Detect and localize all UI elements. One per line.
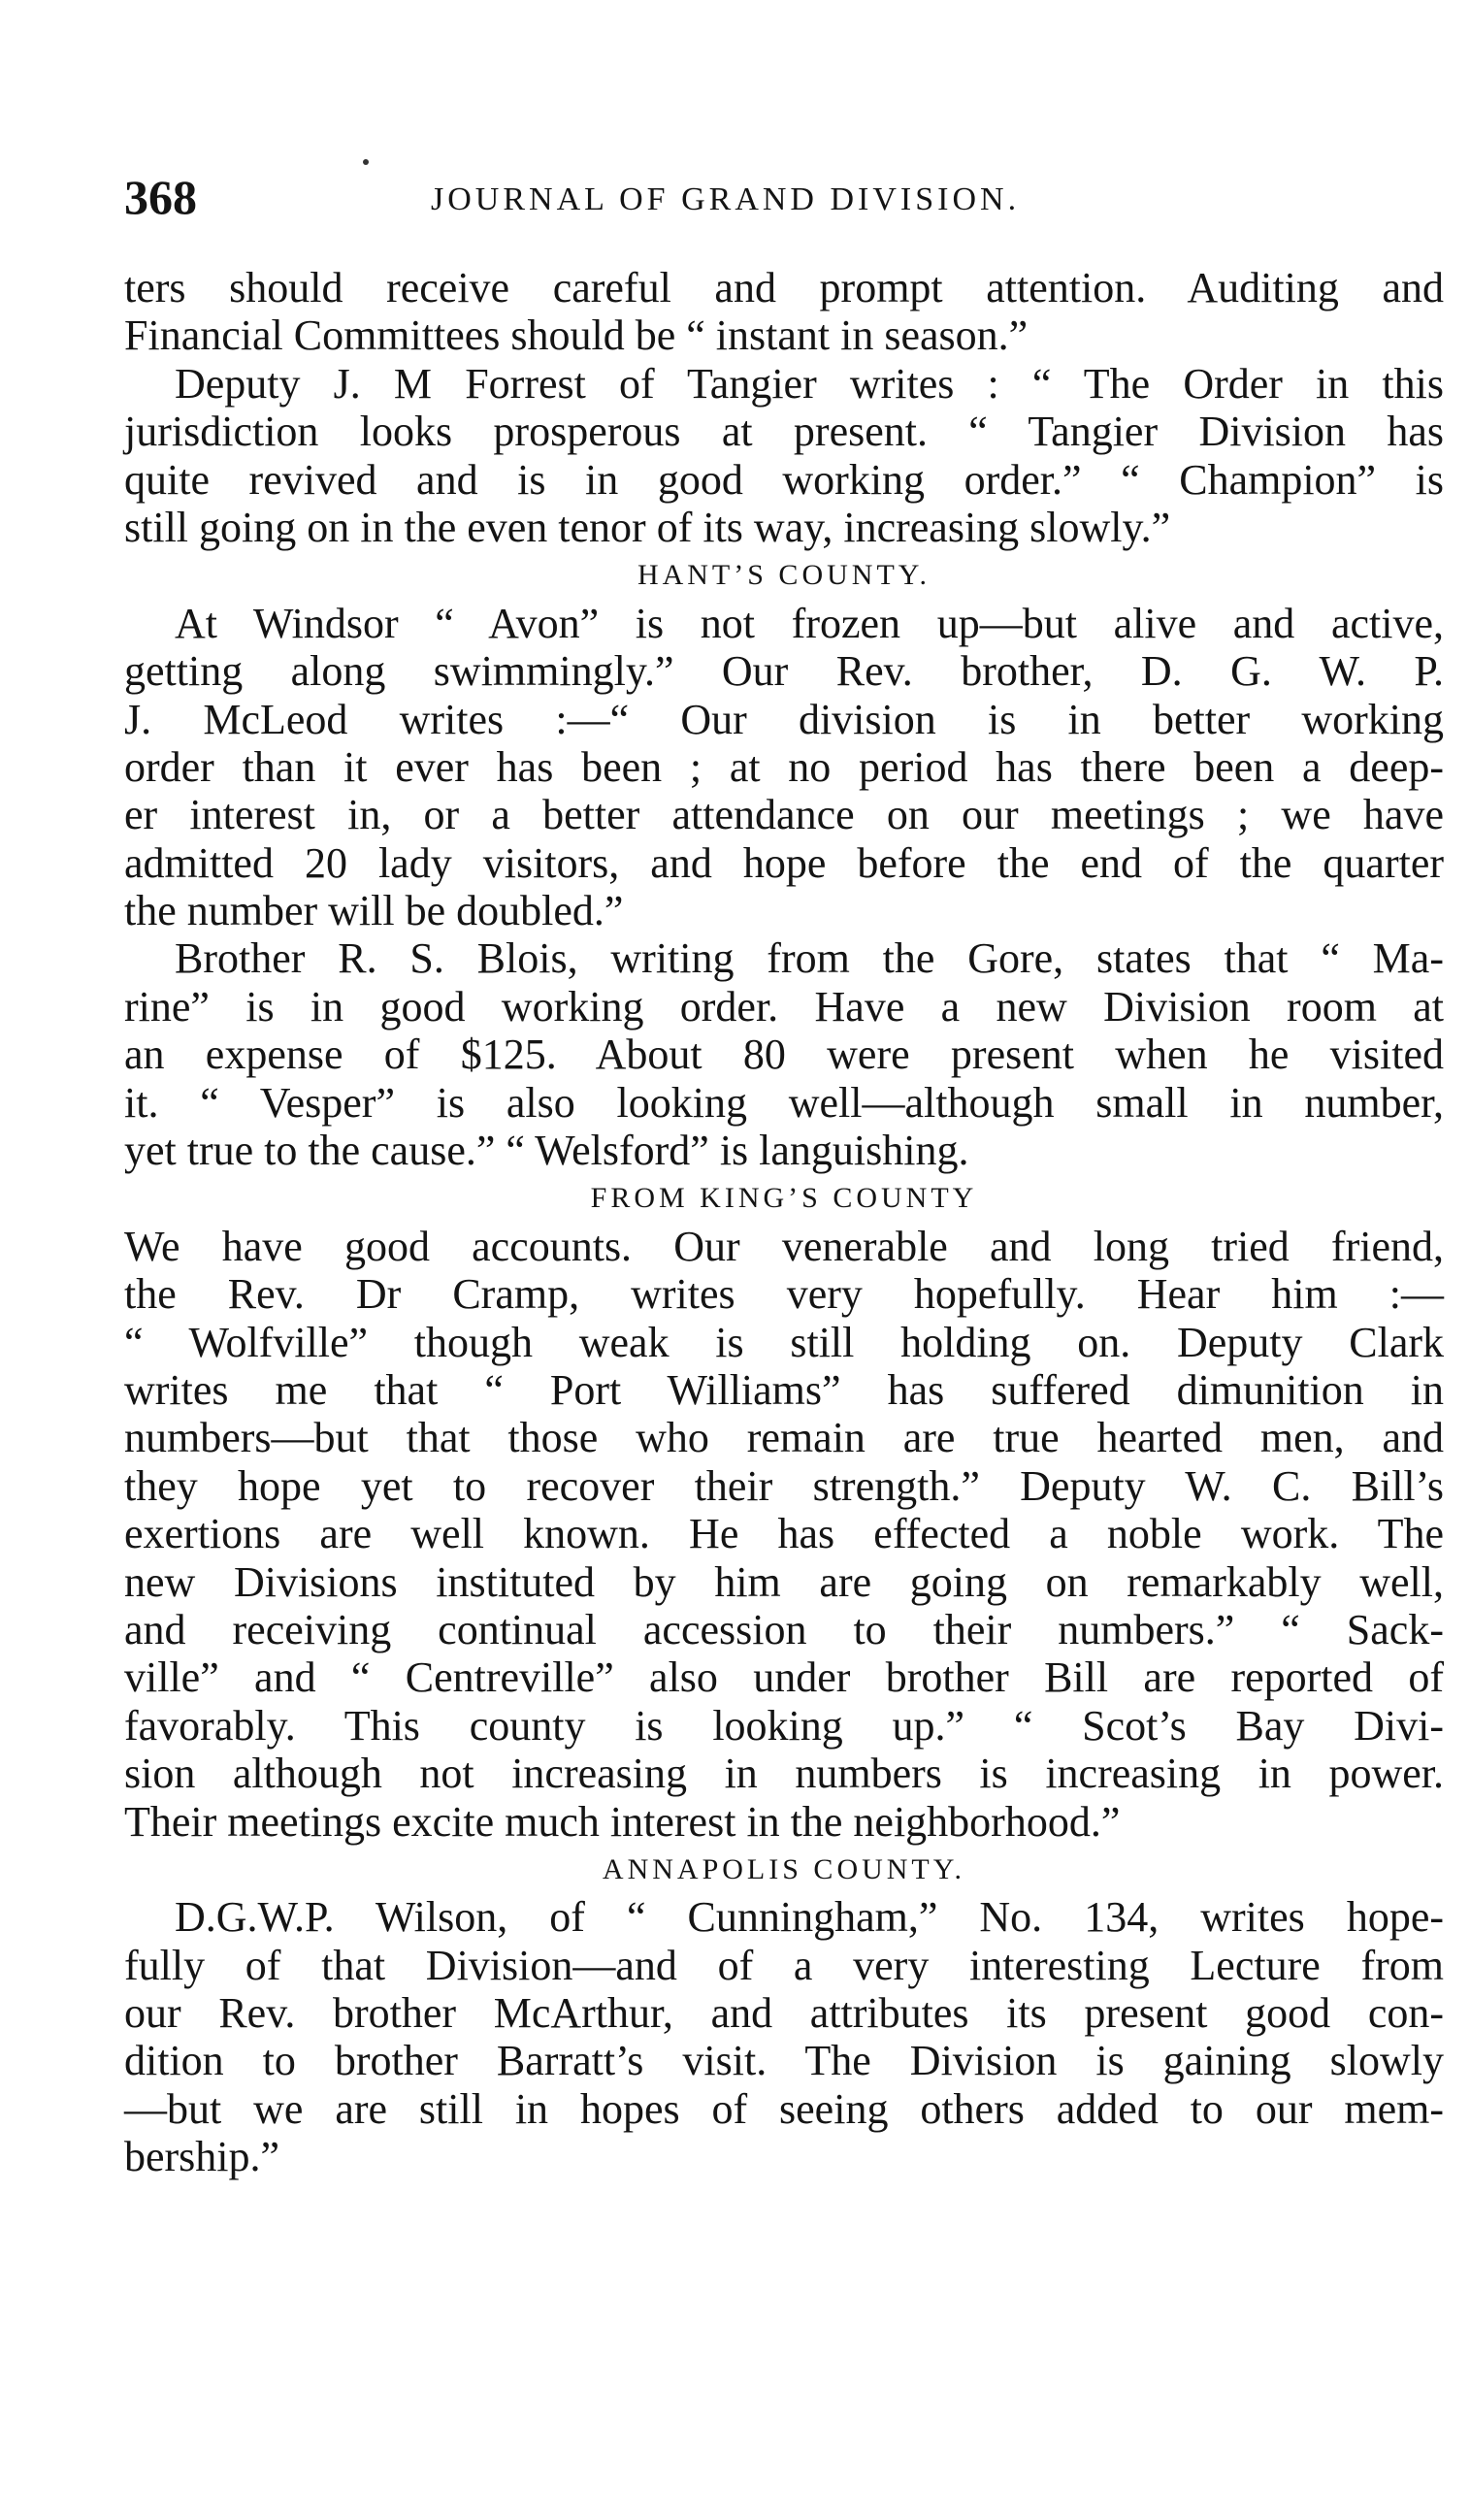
text-line: J. McLeod writes :—“ Our division is in better working (124, 695, 1444, 743)
text-line: the Rev. Dr Cramp, writes very hopefully. Hear him :— (124, 1270, 1444, 1319)
section-heading: ANNAPOLIS COUNTY. (602, 1852, 966, 1885)
text-line: our Rev. brother McArthur, and attributes its present good con- (124, 1989, 1444, 2038)
text-line: Their meetings excite much interest in the neighborhood.” (124, 1797, 1121, 1846)
text-line: rine” is in good working order. Have a new Division room at (124, 982, 1444, 1031)
section-heading: HANT’S COUNTY. (637, 559, 931, 592)
text-line: ville” and “ Centreville” also under brother Bill are reported of (124, 1653, 1444, 1702)
text-line: Financial Committees should be “ instant in season.” (124, 311, 1029, 360)
page-header (124, 163, 1444, 231)
text-line: yet true to the cause.” “ Welsford” is languishing. (124, 1127, 969, 1175)
text-line: getting along swimmingly.” Our Rev. brother, D. G. W. P. (124, 647, 1444, 696)
page-number: 368 (124, 170, 197, 224)
text-line: We have good accounts. Our venerable and long tried friend, (124, 1222, 1444, 1270)
text-line: quite revived and is in good working order.” “ Champion” is (124, 455, 1444, 504)
text-line: admitted 20 lady visitors, and hope before the end of the quarter (124, 838, 1444, 887)
text-line: sion although not increasing in numbers is increasing in power. (124, 1750, 1444, 1798)
body-text (124, 264, 1444, 2181)
text-line: numbers—but that those who remain are true hearted men, and (124, 1414, 1444, 1462)
text-line: —but we are still in hopes of seeing others added to our mem- (124, 2084, 1444, 2133)
text-line: er interest in, or a better attendance on our meetings ; we have (124, 791, 1444, 839)
text-line: an expense of $125. About 80 were present when he visited (124, 1031, 1444, 1079)
text-line: “ Wolfville” though weak is still holding on. Deputy Clark (124, 1318, 1444, 1366)
text-line: they hope yet to recover their strength.” Deputy W. C. Bill’s (124, 1461, 1444, 1510)
text-line: D.G.W.P. Wilson, of “ Cunningham,” No. 134, writes hope- (175, 1893, 1444, 1942)
text-line: bership.” (124, 2133, 280, 2181)
text-line: still going on in the even tenor of its way, increasing slowly.” (124, 503, 1171, 551)
text-line: order than it ever has been ; at no period has there been a deep- (124, 742, 1444, 791)
text-line: the number will be doubled.” (124, 887, 624, 935)
running-head: JOURNAL OF GRAND DIVISION. (431, 181, 1021, 217)
text-line: exertions are well known. He has effected a noble work. The (124, 1510, 1444, 1558)
section-heading: FROM KING’S COUNTY (590, 1182, 978, 1215)
text-line: fully of that Division—and of a very interesting Lecture from (124, 1941, 1444, 1989)
text-line: it. “ Vesper” is also looking well—although small in number, (124, 1078, 1444, 1127)
text-line: writes me that “ Port Williams” has suffered dimunition in (124, 1365, 1444, 1414)
text-line: Brother R. S. Blois, writing from the Gore, states that “ Ma- (175, 934, 1444, 983)
text-line: Deputy J. M Forrest of Tangier writes : “ The Order in this (175, 359, 1444, 408)
text-line: and receiving continual accession to their numbers.” “ Sack- (124, 1605, 1444, 1653)
text-line: jurisdiction looks prosperous at present. “ Tangier Division has (124, 408, 1444, 456)
ink-dot (363, 159, 369, 165)
text-line: At Windsor “ Avon” is not frozen up—but alive and active, (175, 599, 1444, 647)
text-line: ters should receive careful and prompt attention. Auditing and (124, 264, 1444, 311)
text-line: new Divisions instituted by him are going on remarkably well, (124, 1557, 1444, 1606)
text-line: dition to brother Barratt’s visit. The Division is gaining slowly (124, 2037, 1444, 2085)
text-line: favorably. This county is looking up.” “ Scot’s Bay Divi- (124, 1701, 1444, 1750)
